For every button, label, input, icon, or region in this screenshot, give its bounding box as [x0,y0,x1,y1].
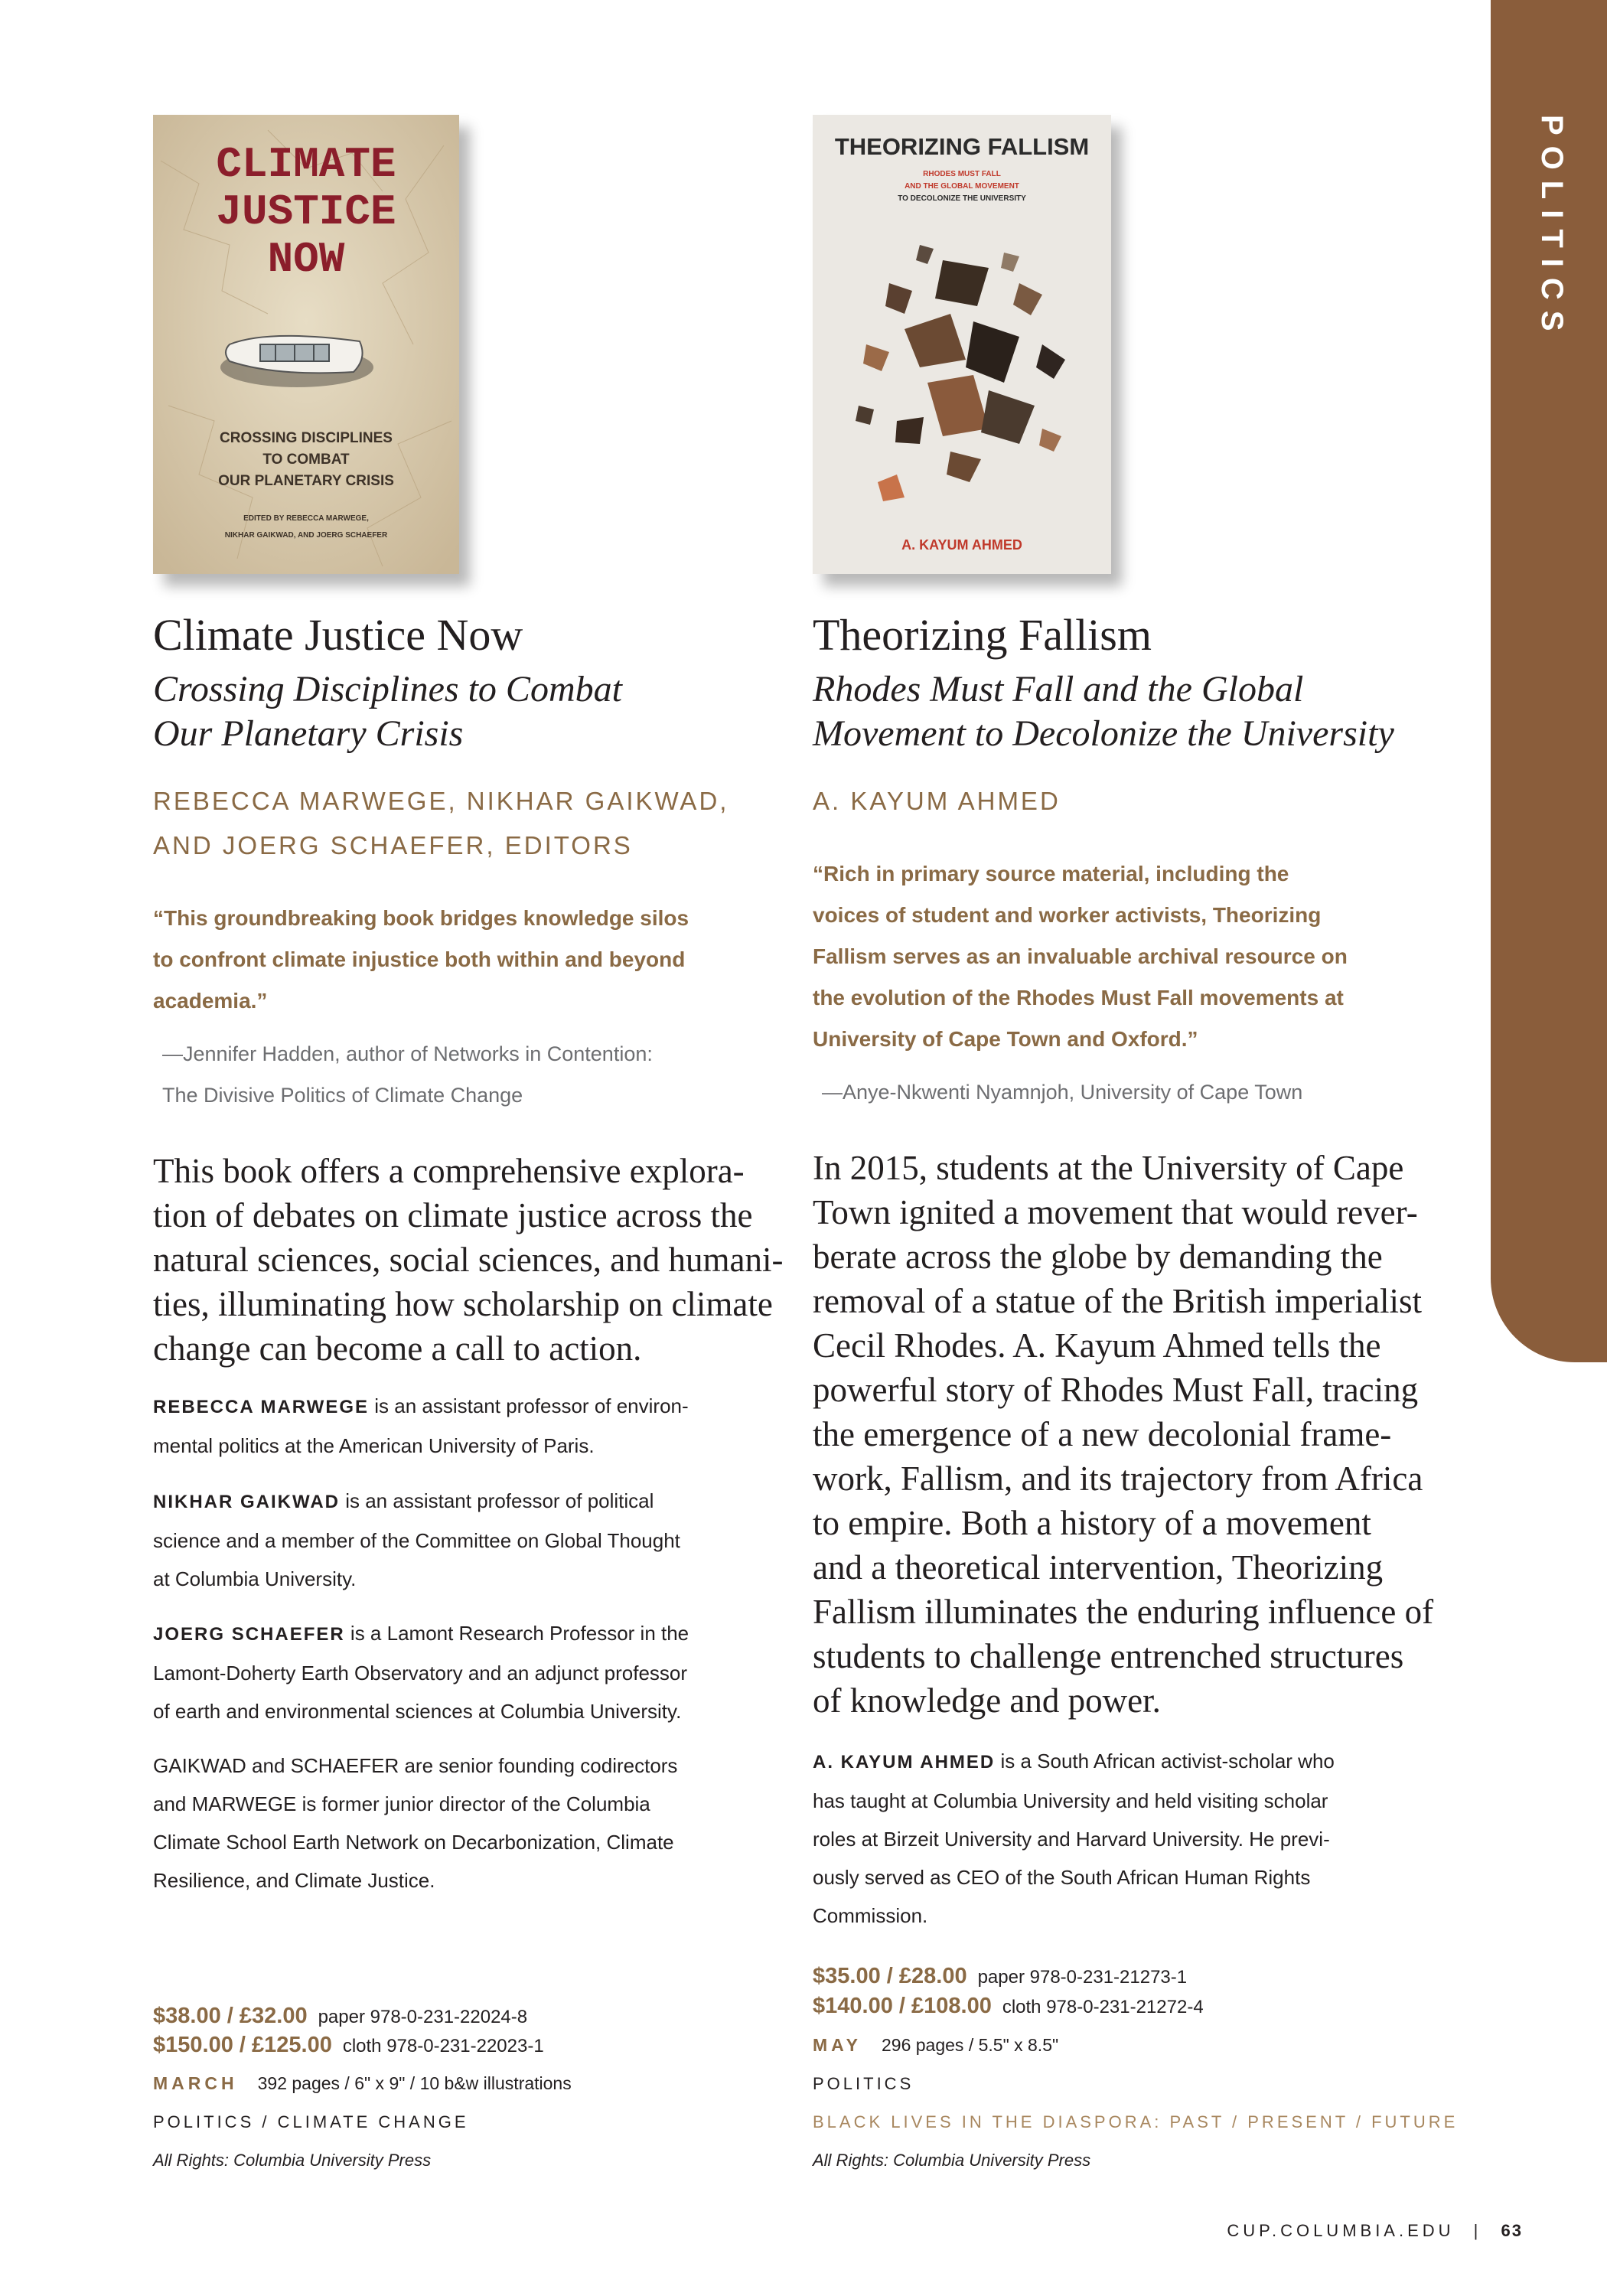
attribution-line: The Divisive Politics of Climate Change [162,1084,523,1107]
book-subtitle-line: Movement to Decolonize the University [813,713,1394,754]
book-authors [153,779,729,868]
book-authors-line: A. KAYUM AHMED [813,787,1061,815]
book-authors-line: REBECCA MARWEGE, NIKHAR GAIKWAD, [153,787,729,815]
price-amount: $140.00 / £108.00 [813,1994,992,2018]
attribution-line: —Jennifer Hadden, author of Networks in Contention: [162,1042,653,1065]
bio-text: Resilience, and Climate Justice. [153,1869,435,1892]
publication-info [813,2033,1058,2056]
quote-line: University of Cape Town and Oxford.” [813,1027,1198,1051]
page-number: 63 [1501,2221,1523,2240]
description-line: change can become a call to action. [153,1329,642,1368]
cover-subtitle-line-3: TO DECOLONIZE THE UNIVERSITY [898,194,1026,203]
author-bio-marwege [153,1387,689,1465]
description-line: Cecil Rhodes. A. Kayum Ahmed tells the [813,1326,1381,1365]
cover-title-line-2: JUSTICE [216,188,396,236]
cover-subtitle-line-2: TO COMBAT [262,452,350,468]
description-line: to empire. Both a history of a movement [813,1504,1371,1542]
endorsement-attribution [162,1033,653,1116]
book-description [153,1149,783,1371]
cover-editors-line-1: EDITED BY REBECCA MARWEGE, [243,514,369,523]
author-bio-schaefer [153,1614,689,1730]
cover-editors-line-2: NIKHAR GAIKWAD, AND JOERG SCHAEFER [224,531,388,540]
bio-text: of earth and environmental sciences at Columbia University. [153,1700,682,1723]
quote-line: academia.” [153,989,268,1013]
book-subtitle [813,667,1394,756]
bio-text: mental politics at the American University of Paris. [153,1434,595,1457]
book-title: Climate Justice Now [153,610,523,660]
endorsement-attribution [822,1071,1302,1113]
quote-line: to confront climate injustice both within and beyond [153,947,686,971]
description-line: tion of debates on climate justice across the [153,1196,753,1234]
book-authors [813,779,1061,823]
quote-line: the evolution of the Rhodes Must Fall movements at [813,986,1344,1009]
book-subtitle-line: Rhodes Must Fall and the Global [813,669,1304,709]
bio-text: Lamont-Doherty Earth Observatory and an adjunct professor [153,1662,688,1684]
description-line: Fallism illuminates the enduring influence of [813,1593,1434,1631]
bio-text: science and a member of the Committee on Global Thought [153,1529,680,1552]
quote-line: “Rich in primary source material, including the [813,862,1289,885]
quote-line: Fallism serves as an invaluable archival resource on [813,944,1348,968]
description-line: of knowledge and power. [813,1681,1161,1720]
cover-art [153,115,459,574]
bio-text: ously served as CEO of the South African Human Rights [813,1866,1311,1889]
book-subtitle-line: Crossing Disciplines to Combat [153,669,622,709]
bio-text: is an assistant professor of environ- [369,1394,689,1417]
author-bio-ahmed [813,1742,1335,1935]
price-detail: cloth 978-0-231-22023-1 [342,2036,544,2056]
cover-subtitle-line-2: AND THE GLOBAL MOVEMENT [905,182,1019,191]
footer-site-link[interactable]: CUP.COLUMBIA.EDU [1227,2221,1455,2240]
price-detail: paper 978-0-231-21273-1 [977,1967,1188,1988]
price-cloth [153,2030,544,2061]
book-specs: 296 pages / 5.5" x 8.5" [882,2035,1059,2055]
bio-text: Climate School Earth Network on Decarbonization, Climate [153,1831,674,1854]
price-cloth [813,1991,1204,2022]
price-amount: $35.00 / £28.00 [813,1964,967,1988]
description-line: removal of a statue of the British imperialist [813,1282,1423,1320]
book-series[interactable]: BLACK LIVES IN THE DIASPORA: PAST / PRESENT / FUTURE [813,2112,1459,2131]
description-line: students to challenge entrenched structures [813,1637,1404,1675]
quote-line: “This groundbreaking book bridges knowledge silos [153,906,689,930]
description-line: In 2015, students at the University of Cape [813,1149,1404,1187]
cover-subtitle-line-1: CROSSING DISCIPLINES [220,430,393,446]
bio-name: JOERG SCHAEFER [153,1624,345,1645]
book-cover-image[interactable] [153,115,459,574]
price-detail: cloth 978-0-231-21272-4 [1002,1997,1204,2017]
endorsement-quote [813,853,1348,1060]
book-cover-image[interactable] [813,115,1111,574]
bio-text: and MARWEGE is former junior director of the Columbia [153,1792,650,1815]
cover-art [813,115,1111,574]
bio-text: roles at Birzeit University and Harvard University. He previ- [813,1828,1330,1851]
bio-text: is a Lamont Research Professor in the [344,1622,689,1645]
description-line: This book offers a comprehensive explora- [153,1152,745,1190]
description-line: work, Fallism, and its trajectory from Africa [813,1459,1423,1498]
publication-month: MARCH [153,2073,238,2093]
description-line: natural sciences, social sciences, and humani- [153,1241,784,1279]
boat-illustration [220,336,373,387]
description-line: ties, illuminating how scholarship on climate [153,1285,773,1323]
book-description [813,1146,1433,1723]
section-tab-label: POLITICS [1535,115,1569,342]
bio-name: REBECCA MARWEGE [153,1397,370,1417]
bio-name: NIKHAR GAIKWAD [153,1492,340,1512]
description-line: berate across the globe by demanding the [813,1238,1383,1276]
book-specs: 392 pages / 6" x 9" / 10 b&w illustrations [257,2073,572,2093]
description-line: and a theoretical intervention, Theorizing [813,1548,1384,1587]
description-line: the emergence of a new decolonial frame- [813,1415,1392,1453]
bio-text: has taught at Columbia University and held visiting scholar [813,1789,1328,1812]
description-line: powerful story of Rhodes Must Fall, tracing [813,1371,1419,1409]
cover-title-line-3: NOW [267,235,345,284]
endorsement-quote [153,898,689,1022]
cover-subtitle-line-1: RHODES MUST FALL [923,170,1001,178]
price-amount: $38.00 / £32.00 [153,2004,308,2028]
cover-title-line-1: CLIMATE [216,140,396,189]
bio-name: A. KAYUM AHMED [813,1752,996,1773]
author-bio-joint [153,1746,677,1900]
cover-subtitle-line-3: OUR PLANETARY CRISIS [218,473,394,489]
book-subtitle-line: Our Planetary Crisis [153,713,464,754]
book-category: POLITICS / CLIMATE CHANGE [153,2112,469,2131]
quote-line: voices of student and worker activists, Theorizing [813,903,1322,927]
price-paper [813,1962,1187,1992]
bio-text: GAIKWAD and SCHAEFER are senior founding codirectors [153,1754,678,1777]
book-authors-line: AND JOERG SCHAEFER, EDITORS [153,831,633,859]
publication-info [153,2072,572,2095]
cover-author: A. KAYUM AHMED [901,537,1022,553]
book-title: Theorizing Fallism [813,610,1152,660]
page-footer [1227,2221,1523,2241]
author-bio-gaikwad [153,1482,680,1598]
price-detail: paper 978-0-231-22024-8 [318,2007,528,2027]
attribution-line: —Anye-Nkwenti Nyamnjoh, University of Cape Town [822,1081,1303,1104]
rights-note: All Rights: Columbia University Press [813,2151,1091,2170]
cover-title: THEORIZING FALLISM [834,133,1090,160]
publication-month: MAY [813,2035,862,2055]
bio-text: is a South African activist-scholar who [995,1750,1335,1773]
price-amount: $150.00 / £125.00 [153,2033,332,2057]
description-line: Town ignited a movement that would rever- [813,1193,1418,1231]
book-category: POLITICS [813,2074,914,2093]
bio-text: Commission. [813,1904,928,1927]
footer-separator: | [1473,2221,1482,2240]
bio-text: at Columbia University. [153,1567,357,1590]
price-paper [153,2001,527,2032]
book-subtitle [153,667,622,756]
rights-note: All Rights: Columbia University Press [153,2151,432,2170]
bio-text: is an assistant professor of political [340,1489,654,1512]
